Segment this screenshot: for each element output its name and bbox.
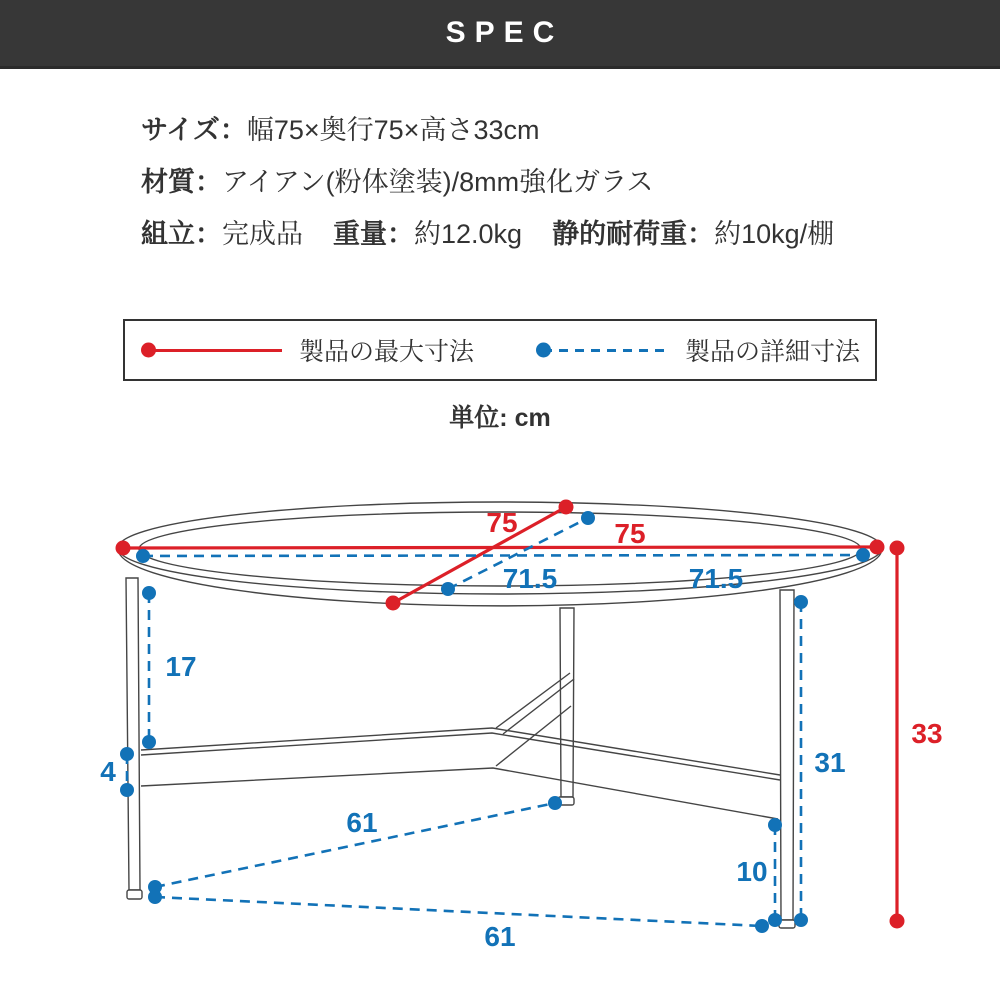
- dim-width-max-line: [123, 547, 877, 548]
- dimension-dot: [142, 586, 156, 600]
- spec-material-value: アイアン(粉体塗装)/8mm強化ガラス: [222, 167, 654, 197]
- table-left-leg: [126, 578, 140, 890]
- spec-weight-label: 重量：: [333, 219, 414, 249]
- dimension-dot: [870, 540, 885, 555]
- dimension-dot: [890, 914, 905, 929]
- spec-size-value: 幅75×奥行75×高さ33cm: [246, 115, 540, 145]
- dim-shelf-thickness-label: 4: [100, 756, 116, 787]
- dim-depth-inner-label: 71.5: [502, 563, 558, 594]
- dimension-dot: [755, 919, 769, 933]
- spec-material-label: 材質：: [141, 167, 222, 197]
- dimension-dot: [581, 511, 595, 525]
- dim-under-table-height-label: 31: [814, 747, 846, 778]
- dim-shelf-span-lower-line: [155, 897, 762, 926]
- dim-width-inner-line: [143, 555, 863, 556]
- dimension-dot: [768, 913, 782, 927]
- dim-shelf-clearance-label: 10: [736, 856, 768, 887]
- dimension-dot: [794, 913, 808, 927]
- dimension-dot: [120, 783, 134, 797]
- spec-weight-value: 約12.0kg: [414, 219, 523, 249]
- table-left-leg-foot: [127, 890, 142, 899]
- dimension-dot: [768, 818, 782, 832]
- dimension-dot: [148, 890, 162, 904]
- spec-size-label: サイズ：: [141, 115, 247, 145]
- spec-load-label: 静的耐荷重：: [552, 219, 715, 249]
- dimension-dot: [120, 747, 134, 761]
- page-title: SPEC: [445, 16, 564, 49]
- dimension-dot: [856, 548, 870, 562]
- dim-top-to-shelf-label: 17: [165, 651, 197, 682]
- spec-load-value: 約10kg/棚: [714, 219, 835, 249]
- dim-depth-max-label: 75: [486, 507, 518, 538]
- dimension-dot: [142, 735, 156, 749]
- legend-max-label: 製品の最大寸法: [299, 338, 475, 366]
- dimension-dot: [386, 596, 401, 611]
- shelf-brace-upper: [496, 673, 570, 728]
- dimension-dot: [441, 582, 455, 596]
- shelf-bottom-edge: [141, 768, 778, 819]
- dim-shelf-span-upper-label: 61: [346, 807, 378, 838]
- dim-width-inner-label: 71.5: [688, 563, 744, 594]
- dimension-dot: [548, 796, 562, 810]
- dim-shelf-span-lower-label: 61: [484, 921, 516, 952]
- dimension-dot: [890, 541, 905, 556]
- table-middle-leg: [560, 608, 574, 797]
- table-right-leg: [780, 590, 794, 920]
- dimension-dot: [136, 549, 150, 563]
- shelf-top-inner-edge: [141, 733, 780, 780]
- dim-height-label: 33: [911, 718, 943, 749]
- dimension-dot: [794, 595, 808, 609]
- detail-dimension-lines: [100, 511, 870, 952]
- spec-assembly-label: 組立：: [141, 219, 222, 249]
- dimension-dot: [559, 500, 574, 515]
- dim-width-max-label: 75: [614, 518, 646, 549]
- tabletop-underside-arc: [119, 553, 881, 606]
- legend-detail-label: 製品の詳細寸法: [685, 338, 861, 366]
- unit-label: 単位: cm: [449, 404, 551, 432]
- spec-assembly-value: 完成品: [222, 219, 303, 249]
- dimension-dot: [116, 541, 131, 556]
